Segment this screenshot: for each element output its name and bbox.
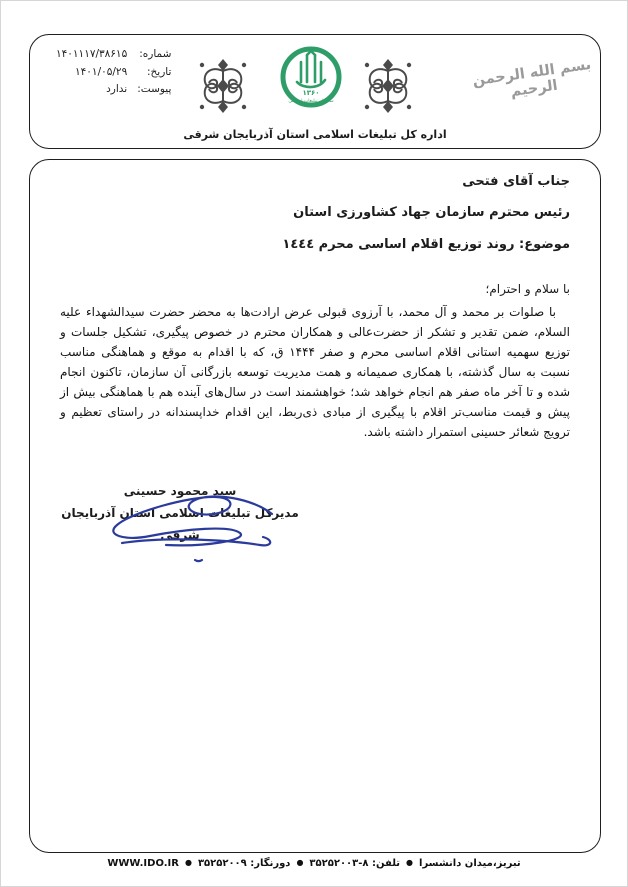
recipient-name: جناب آقای فتحی xyxy=(462,174,570,189)
bullet-separator: ● xyxy=(406,858,414,867)
letter-paragraph: با صلوات بر محمد و آل محمد، با آرزوی قبولی عرض ارادت‌ها به محضر حضرت سیدالشهداء علیه السلام، ضمن تقدیر و تشکر از حضرت‌عالی و همکاران محترم در خصوص پیگیری، تشکیل جلسات و توزیع سهمیه استانی اقلام اساسی محرم و صفر ۱۴۴۴ ق، که با اقدام به موقع و هماهنگی مناسب نسبت به سال گذشته، با همکاری صمیمانه و همت مدیریت توسعه بازرگانی آن سازمان، تاکنون انجام شده و تا آخر ماه صفر هم انجام خواهد شد؛ خواهشمند است در سال‌های آینده هم با هماهنگی بیش از پیش و قیمت مناسب‌تر اقلام با پیگیری از مبادی ذی‌ربط، این اقدام خداپسندانه در راستای تعظیم و ترویج شعائر حسینی استمرار داشته باشد. xyxy=(60,305,570,439)
arabesque-right-icon xyxy=(363,57,413,115)
document-meta-fields xyxy=(56,49,171,95)
letterhead xyxy=(29,34,601,149)
signer-name: سید محمود حسینی xyxy=(123,484,237,498)
salutation: با سلام و احترام؛ xyxy=(485,282,570,296)
organization-logo-icon xyxy=(278,40,344,124)
bullet-separator: ● xyxy=(184,858,192,867)
logo-year: ۱۳۶۰ xyxy=(302,89,320,97)
field-label-date: تاریخ: xyxy=(146,65,172,78)
footer-phone: تلفن: ۸-۳۵۲۵۲۰۰۳ xyxy=(309,858,401,869)
footer-contact-info xyxy=(1,858,627,869)
footer-fax: دورنگار: ۳۵۲۵۲۰۰۹ xyxy=(197,858,291,869)
arabesque-left-icon xyxy=(198,57,248,115)
handwritten-signature-icon xyxy=(100,490,285,570)
recipient-title: رئیس محترم سازمان جهاد کشاورزی استان xyxy=(293,205,570,220)
organization-name: اداره کل تبلیغات اسلامی استان آذربایجان شرقی xyxy=(183,128,447,141)
field-label-attachment: پیوست: xyxy=(137,83,172,95)
signer-title: مدیرکل تبلیغات اسلامی استان آذربایجان شرقی xyxy=(61,506,299,542)
field-value-attachment: ندارد xyxy=(106,83,128,95)
bismillah-calligraphy: بسم الله الرحمن الرحیم xyxy=(471,56,593,101)
footer-address: تبریز،میدان دانشسرا xyxy=(419,858,521,869)
field-value-number: ۱۴۰۱۱۱۷/۳۸۶۱۵ xyxy=(56,48,128,60)
bullet-separator: ● xyxy=(296,858,304,867)
logo-caption: سازمان تبلیغات اسلامی xyxy=(288,99,334,104)
field-value-date: ۱۴۰۱/۰۵/۲۹ xyxy=(75,65,128,78)
field-label-number: شماره: xyxy=(139,48,172,60)
subject-line: موضوع: روند توزیع اقلام اساسی محرم ١٤٤٤ xyxy=(282,237,570,252)
letter-body xyxy=(29,159,601,853)
footer-website: WWW.IDO.IR xyxy=(107,858,179,869)
